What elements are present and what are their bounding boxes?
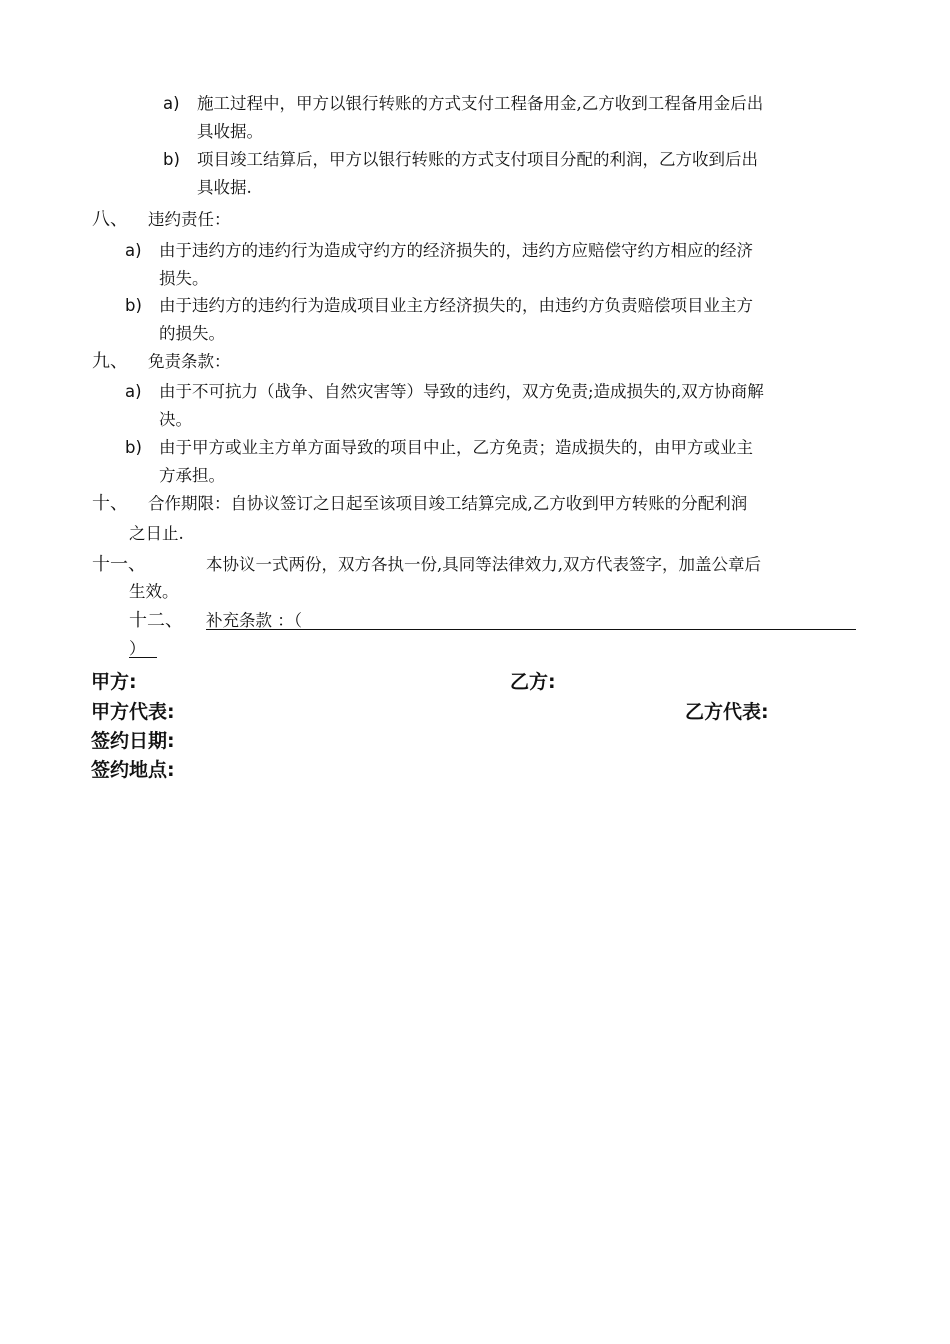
clause-text: 方承担。 (159, 466, 225, 485)
section-number: 十一、 (92, 554, 146, 575)
signing-place-label: 签约地点: (91, 759, 175, 781)
list-marker: b) (163, 150, 180, 169)
section-number: 九、 (92, 351, 128, 372)
clause-text: 合作期限：自协议签订之日起至该项目竣工结算完成,乙方收到甲方转账的分配利润 (148, 494, 748, 513)
list-marker: a) (125, 241, 142, 260)
clause-text: 本协议一式两份，双方各执一份,具同等法律效力,双方代表签字，加盖公章后 (206, 555, 761, 574)
party-b-label: 乙方: (510, 671, 556, 693)
list-marker: a) (163, 94, 180, 113)
signing-date-label: 签约日期: (91, 730, 175, 752)
clause-text: 具收据. (197, 178, 252, 197)
clause-text: 的损失。 (159, 324, 225, 343)
clause-text: 决。 (159, 410, 192, 429)
clause-text: 生效。 (129, 582, 179, 601)
list-marker: a) (125, 382, 142, 401)
clause-text: 由于不可抗力（战争、自然灾害等）导致的违约，双方免责;造成损失的,双方协商解 (159, 382, 764, 401)
fill-in-underline (129, 657, 157, 658)
list-marker: b) (125, 438, 142, 457)
section-number: 十、 (92, 493, 128, 514)
supplementary-clause-label: 补充条款 ：（ (206, 611, 302, 630)
section-number: 十二、 (129, 610, 183, 631)
clause-text: 施工过程中，甲方以银行转账的方式支付工程备用金,乙方收到工程备用金后出 (197, 94, 764, 113)
clause-text: 之日止. (129, 524, 184, 543)
supplementary-clause-close: ） (129, 639, 146, 658)
fill-in-underline (206, 629, 856, 630)
list-marker: b) (125, 296, 142, 315)
clause-text: 由于违约方的违约行为造成守约方的经济损失的，违约方应赔偿守约方相应的经济 (159, 241, 753, 260)
party-a-label: 甲方: (91, 671, 137, 693)
section-title: 免责条款： (148, 352, 231, 371)
party-a-representative-label: 甲方代表: (91, 701, 175, 723)
section-title: 违约责任： (148, 210, 231, 229)
clause-text: 项目竣工结算后，甲方以银行转账的方式支付项目分配的利润，乙方收到后出 (197, 150, 758, 169)
clause-text: 损失。 (159, 269, 209, 288)
section-number: 八、 (92, 209, 128, 230)
clause-text: 由于违约方的违约行为造成项目业主方经济损失的，由违约方负责赔偿项目业主方 (159, 296, 753, 315)
party-b-representative-label: 乙方代表: (685, 701, 769, 723)
clause-text: 由于甲方或业主方单方面导致的项目中止，乙方免责；造成损失的，由甲方或业主 (159, 438, 753, 457)
clause-text: 具收据。 (197, 122, 263, 141)
